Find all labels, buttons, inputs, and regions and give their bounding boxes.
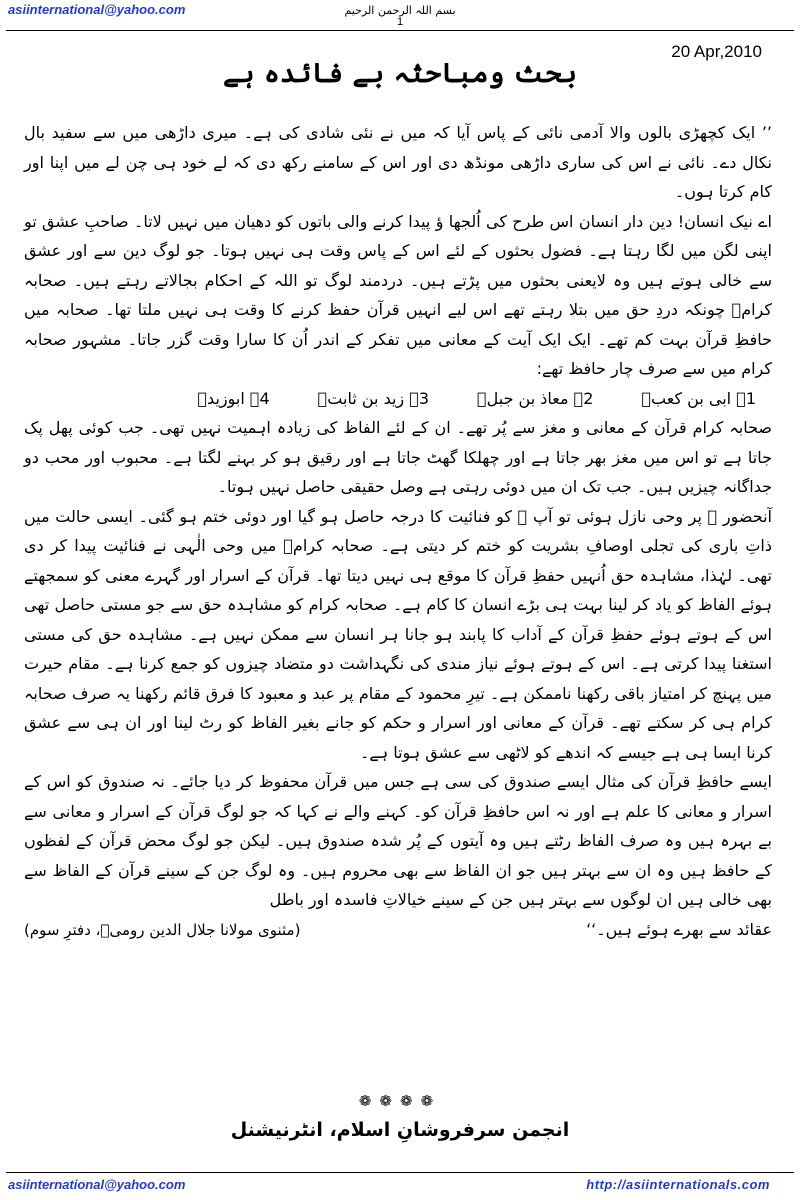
footer-rule xyxy=(6,1172,794,1173)
companion-item: 4۔ ابوزیدؓ xyxy=(197,388,270,408)
paragraph: صحابہ کرام قرآن کے معانی و مغز سے پُر تھے۔ ان کے لئے الفاظ کی زیادہ اہمیت نہیں تھی۔ جب کوئی پھل پک جاتا ہے تو اس میں مغز بھر جاتا ہے اور چھلکا گھٹ جاتا ہے اور رقیق ہو کر بہنے لگتا ہے۔ محبوب اور محب دو جداگانہ چیزیں ہیں۔ جب تک ان میں دوئی رہتی ہے وصل حقیقی حاصل نہیں ہوتا۔ xyxy=(24,418,772,496)
companions-list xyxy=(24,384,772,414)
ornament-divider: ❁❁❁❁ xyxy=(358,1092,442,1110)
companion-item: 2۔ معاذ بن جبلؓ xyxy=(477,388,594,408)
article-body xyxy=(24,118,772,945)
footer-url[interactable]: http://asiinternationals.com xyxy=(586,1177,770,1192)
companion-item: 3۔ زید بن ثابتؓ xyxy=(317,388,430,408)
paragraph: ’’ ایک کچھڑی بالوں والا آدمی نائی کے پاس آیا کہ میں نے نئی شادی کی ہے۔ میری داڑھی میں سے سفید بال نکال دے۔ نائی نے اس کی ساری داڑھی مونڈھ دی اور اس کے سامنے رکھ دی کہ لے خود ہی چن لے میں اپنا اور کام کرتا ہوں۔ xyxy=(24,123,772,201)
paragraph: اے نیک انسان! دین دار انسان اس طرح کی اُلجھا ؤ پیدا کرنے والی باتوں کو دھیان میں نہیں لاتا۔ صاحبِ عشق تو اپنی لگن میں لگا رہتا ہے۔ فضول بحثوں کے لئے اس کے پاس وقت ہی نہیں ہوتا۔ جو لوگ دین سے اور عشق سے خالی ہوتے ہیں وہ لایعنی بحثوں میں پڑتے ہیں۔ دردمند لوگ تو اللہ کے احکام بجالاتے رہتے ہیں۔ صحابہ کرامؓ چونکہ دردِ حق میں بتلا رہتے تھے اس لیے انہیں قرآن حفظ کرنے کا وقت ہی نہیں ملتا تھا۔ صحابہ میں حافظِ قرآن بہت کم تھے۔ ایک ایک آیت کے معانی میں تفکر کے اندر اُن کا سارا وقت گزر جاتا۔ مشہور صحابہ کرام میں سے صرف چار حافظ تھے: xyxy=(24,211,772,378)
page-number: 1 xyxy=(396,16,404,28)
bismillah: بسم اللہ الرحمن الرحیم xyxy=(344,4,456,17)
article-date: 20 Apr,2010 xyxy=(671,42,762,61)
source-citation: (مثنوی مولانا جلال الدین رومیؒ، دفترِ سوم) xyxy=(24,920,301,939)
closing-line: عقائد سے بھرے ہوئے ہیں۔‘‘ xyxy=(586,919,772,939)
article-title: بحث ومباحثہ بے فائدہ ہے xyxy=(222,58,577,89)
paragraph: آنحضور ﷺ پر وحی نازل ہوئی تو آپ ﷺ کو فنائیت کا درجہ حاصل ہو گیا اور دوئی ختم ہو گئی۔ ایسی حالت میں ذاتِ باری کی تجلی اوصافِ بشریت کو ختم کر دیتی ہے۔ صحابہ کرامؓ میں وحی الٰہی نے فنائیت پیدا کر دی تھی۔ لہٰذا، مشاہدہ حق اُنہیں حفظِ قرآن کا موقع ہی نہیں دیتا تھا۔ قرآن کے اسرار اور گہرے معنی کو سمجھتے ہوئے الفاظ کو یاد کر لینا بہت ہی بڑے انسان کا کام ہے۔ صحابہ کرام کو مشاہدہ حق سے جو مستی حاصل تھی اس کے ہوتے ہوئے حفظِ قرآن کے آداب کا پابند ہو جانا ہر انسان سے ممکن نہیں ہے۔ مشاہدہ حق کی مستی استغنا پیدا کرتی ہے۔ اس کے ہوتے ہوئے نیاز مندی کی نگہداشت دو متضاد چیزوں کو جمع کرنا ہے۔ مقام حیرت میں پہنچ کر امتیاز باقی رکھنا ناممکن ہے۔ تیرِ محمود کے مقام پر عبد و معبود کا فرق قائم رکھنا یہ صرف صحابہ کرام ہی کر سکتے تھے۔ قرآن کے معانی اور اسرار و حکم کو جانے بغیر الفاظ کو رٹ لینا اور ان ہی سے عشق کرنا ایسا ہی ہے جیسے کہ اندھے کو لاٹھی سے عشق ہوتا ہے۔ xyxy=(24,506,772,762)
companion-item: 1۔ ابی بن کعبؓ xyxy=(641,388,756,408)
footer-email[interactable]: asiinternational@yahoo.com xyxy=(8,1177,186,1192)
closing-row xyxy=(24,915,772,946)
header-rule xyxy=(6,30,794,31)
paragraph: ایسے حافظِ قرآن کی مثال ایسے صندوق کی سی ہے جس میں قرآن محفوظ کر دیا جائے۔ نہ صندوق کو اس کے اسرار و معانی کا علم ہے اور نہ اس حافظِ قرآن کو۔ کہنے والے نے کہا کہ جو لوگ قرآن کے اسرار و معانی سے بے بہرہ ہیں وہ صرف الفاظ رٹتے ہیں وہ آیتوں کے پُر شدہ صندوق ہیں۔ لیکن جو لوگ محض قرآن کے لفظوں کے حافظ ہیں وہ ان سے بہتر ہیں جو ان الفاظ سے بھی محروم ہیں۔ وہ لوگ جن کے سینے قرآن کے الفاظ سے بھی خالی ہیں ان لوگوں سے بہتر ہیں جن کے سینے خیالاتِ فاسدہ اور باطل xyxy=(24,772,772,909)
organization-name: انجمن سرفروشانِ اسلام، انٹرنیشنل xyxy=(230,1119,570,1141)
header-email[interactable]: asiinternational@yahoo.com xyxy=(8,2,186,17)
